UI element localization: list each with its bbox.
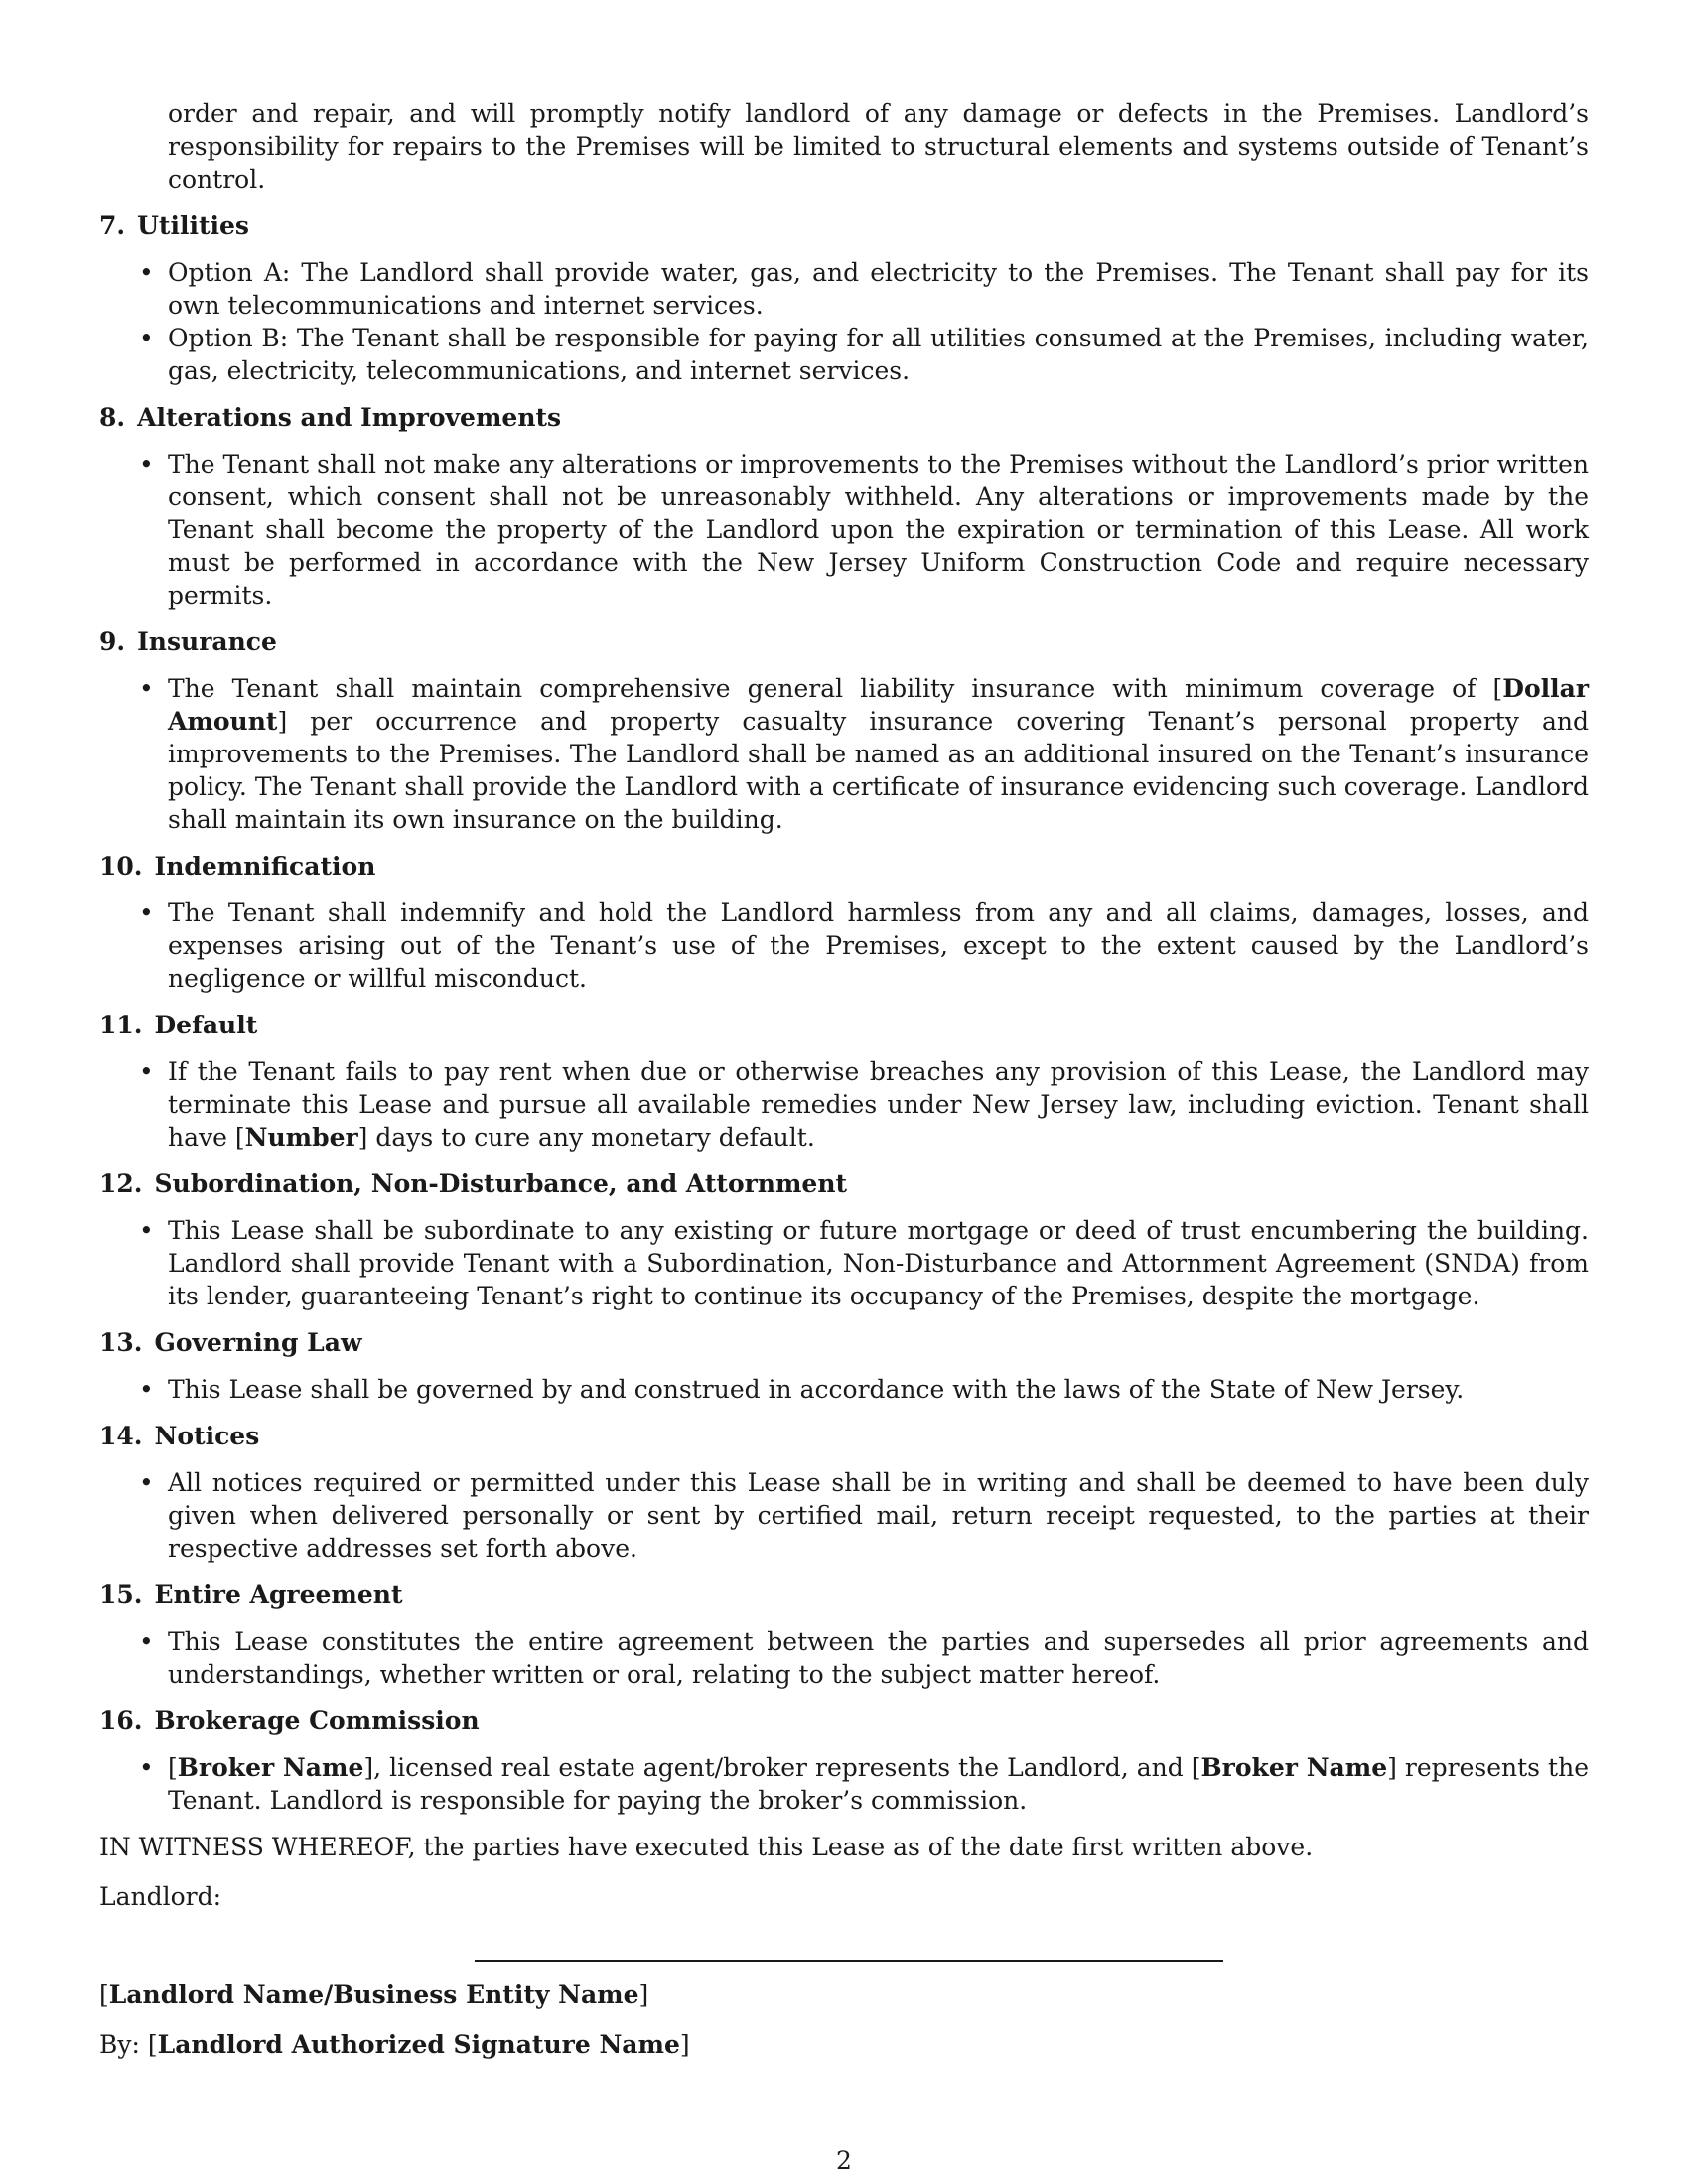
section-14-title: Notices — [154, 1422, 260, 1450]
section-14-number: 14. — [99, 1422, 143, 1450]
section-14-bullet-1: • All notices required or permitted under this Lease shall be in writing and shall be deemed to have been duly given when delivered personally or sent by certified mail, return receipt requested, to the parties at their respective addresses set forth above. — [99, 1466, 1589, 1565]
intro-paragraph: order and repair, and will promptly notify landlord of any damage or defects in the Premises. Landlord’s responsibility for repairs to the Premises will be limited to structural elements and systems outside of Tenant’s control. — [168, 99, 1589, 194]
section-16-text-post: ] represents the Tenant. Landlord is responsible for paying the broker’s commission. — [168, 1753, 1589, 1815]
authorized-signature-placeholder: Landlord Authorized Signature Name — [157, 2030, 680, 2059]
section-9-text-post: ] per occurrence and property casualty insurance covering Tenant’s personal property and improvements to the Premises. The Landlord shall be named as an additional insured on the Tenant’s insurance policy. The Tenant shall provide the Landlord with a certificate of insurance evidencing such coverage. Landlord shall maintain its own insurance on the building. — [168, 707, 1589, 834]
section-16-text-mid: ], licensed real estate agent/broker represents the Landlord, and [ — [363, 1753, 1201, 1782]
section-15-title: Entire Agreement — [154, 1580, 403, 1609]
section-16-number: 16. — [99, 1706, 143, 1735]
section-9-text-pre: The Tenant shall maintain comprehensive general liability insurance with minimum coverage of [ — [168, 674, 1503, 703]
page-number: 2 — [836, 2146, 852, 2175]
landlord-name-placeholder: Landlord Name/Business Entity Name — [108, 1980, 639, 2009]
section-8-number: 8. — [99, 403, 126, 432]
by-label: By: — [99, 2030, 148, 2059]
authorized-signature-line — [99, 2028, 1589, 2061]
section-9-bullet-1 — [99, 672, 1589, 836]
section-10-number: 10. — [99, 852, 143, 881]
section-11-list — [99, 1055, 1589, 1154]
section-13-number: 13. — [99, 1328, 143, 1357]
section-11-heading — [99, 1009, 1589, 1041]
section-15-number: 15. — [99, 1580, 143, 1609]
section-16-title: Brokerage Commission — [154, 1706, 480, 1735]
landlord-broker-placeholder: Broker Name — [177, 1753, 364, 1782]
section-10-heading — [99, 850, 1589, 883]
landlord-name-bracket-close: ] — [638, 1980, 649, 2009]
section-7-bullet-2: • Option B: The Tenant shall be responsible for paying for all utilities consumed at the Premises, including water, gas, electricity, telecommunications, and internet services. — [99, 322, 1589, 387]
tenant-broker-placeholder: Broker Name — [1200, 1753, 1388, 1782]
section-7-number: 7. — [99, 211, 126, 240]
by-bracket-open: [ — [147, 2030, 158, 2059]
section-13-list — [99, 1373, 1589, 1406]
section-12-heading — [99, 1167, 1589, 1200]
section-8-title: Alterations and Improvements — [137, 403, 562, 432]
section-9-list — [99, 672, 1589, 836]
section-16-bullet-1 — [99, 1751, 1589, 1817]
number-placeholder: Number — [244, 1123, 358, 1152]
section-13-title: Governing Law — [154, 1328, 362, 1357]
section-16-bracket-open: [ — [168, 1753, 178, 1782]
landlord-label: Landlord: — [99, 1882, 222, 1911]
section-15-heading — [99, 1578, 1589, 1611]
section-13-bullet-1: • This Lease shall be governed by and construed in accordance with the laws of the State of New Jersey. — [99, 1373, 1589, 1406]
section-10-list — [99, 896, 1589, 995]
section-13-heading — [99, 1326, 1589, 1359]
section-7-list — [99, 256, 1589, 387]
section-11-number: 11. — [99, 1011, 143, 1039]
section-9-number: 9. — [99, 627, 126, 656]
section-9-heading — [99, 625, 1589, 658]
section-11-title: Default — [154, 1011, 258, 1039]
section-12-list — [99, 1214, 1589, 1312]
section-7-title: Utilities — [137, 211, 249, 240]
section-14-list — [99, 1466, 1589, 1565]
section-15-bullet-1: • This Lease constitutes the entire agreement between the parties and supersedes all prior agreements and understandings, whether written or oral, relating to the subject matter hereof. — [99, 1625, 1589, 1691]
section-14-heading — [99, 1420, 1589, 1452]
dollar-amount-placeholder: Dollar Amount — [168, 674, 1589, 736]
section-10-title: Indemnification — [154, 852, 376, 881]
section-11-bullet-1 — [99, 1055, 1589, 1154]
section-11-text-post: ] days to cure any monetary default. — [357, 1123, 815, 1152]
signature-line — [475, 1960, 1223, 1962]
landlord-name-bracket-open: [ — [99, 1980, 109, 2009]
section-8-list — [99, 448, 1589, 612]
section-10-bullet-1: • The Tenant shall indemnify and hold the Landlord harmless from any and all claims, damages, losses, and expenses arising out of the Tenant’s use of the Premises, except to the extent caused by the Landlord’s negligence or willful misconduct. — [99, 896, 1589, 995]
section-11-text-pre: If the Tenant fails to pay rent when due or otherwise breaches any provision of this Lease, the Landlord may terminate this Lease and pursue all available remedies under New Jersey law, including eviction. Tenant shall have [ — [168, 1057, 1589, 1152]
section-12-bullet-1: • This Lease shall be subordinate to any existing or future mortgage or deed of trust encumbering the building. Landlord shall provide Tenant with a Subordination, Non-Disturbance and Attornment Agreement (SNDA) from its lender, guaranteeing Tenant’s right to continue its occupancy of the Premises, despite the mortgage. — [99, 1214, 1589, 1312]
witness-statement: IN WITNESS WHEREOF, the parties have executed this Lease as of the date first written above. — [99, 1833, 1314, 1861]
section-15-list — [99, 1625, 1589, 1691]
section-16-list — [99, 1751, 1589, 1817]
section-7-bullet-1: • Option A: The Landlord shall provide water, gas, and electricity to the Premises. The Tenant shall pay for its own telecommunications and internet services. — [99, 256, 1589, 322]
by-bracket-close: ] — [679, 2030, 690, 2059]
section-12-title: Subordination, Non-Disturbance, and Attornment — [154, 1169, 848, 1198]
section-9-title: Insurance — [137, 627, 277, 656]
section-8-bullet-1: • The Tenant shall not make any alterations or improvements to the Premises without the Landlord’s prior written consent, which consent shall not be unreasonably withheld. Any alterations or improvements made by the Tenant shall become the property of the Landlord upon the expiration or termination of this Lease. All work must be performed in accordance with the New Jersey Uniform Construction Code and require necessary permits. — [99, 448, 1589, 612]
section-8-heading — [99, 401, 1589, 434]
section-16-heading — [99, 1705, 1589, 1737]
section-7-heading — [99, 209, 1589, 242]
landlord-name-line — [99, 1979, 1589, 2011]
section-12-number: 12. — [99, 1169, 143, 1198]
